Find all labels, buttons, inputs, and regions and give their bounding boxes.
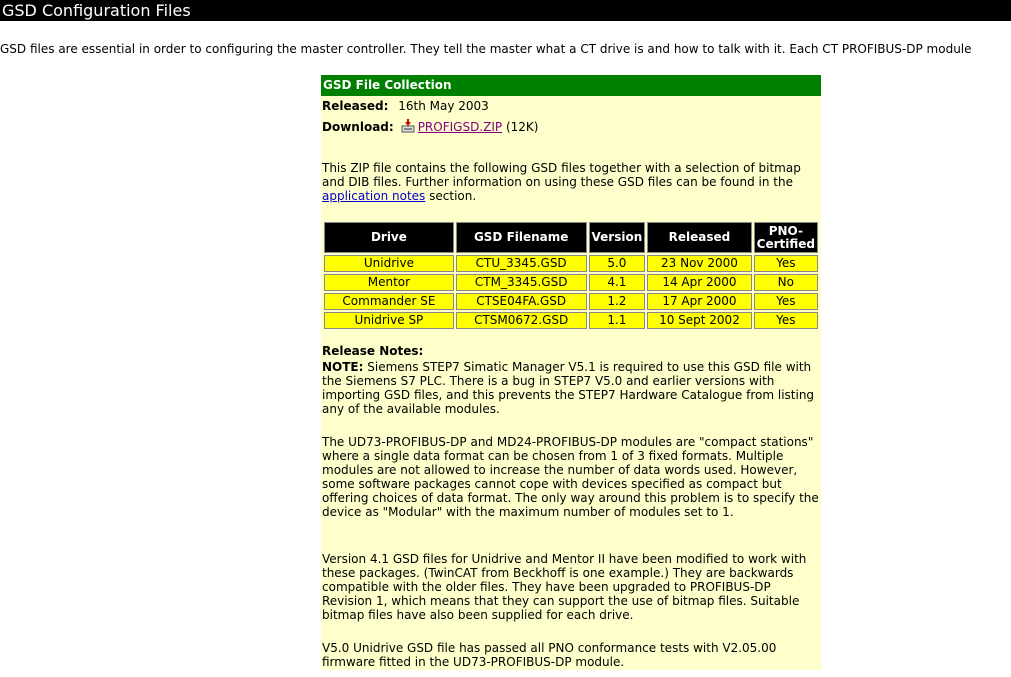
cell-gsd-filename: CTM_3345.GSD	[456, 274, 587, 291]
table-row	[324, 274, 818, 291]
cell-version: 4.1	[589, 274, 646, 291]
cell-gsd-filename: CTU_3345.GSD	[456, 255, 587, 272]
intro-text: GSD files are essential in order to configuring the master controller. They tell the master what a CT drive is and how to talk with it. Each CT PROFIBUS-DP module	[0, 42, 972, 56]
download-row	[322, 119, 538, 134]
release-note-2: The UD73-PROFIBUS-DP and MD24-PROFIBUS-DP modules are "compact stations" where a single data format can be chosen from 1 of 3 fixed formats. Multiple modules are not allowed to increase the number of data words used. However, some software packages cannot cope with devices specified as compact but offering choices of data format. The only way around this problem is to specify the device as "Modular" with the maximum number of modules set to 1.	[322, 435, 819, 519]
table-row	[324, 312, 818, 329]
release-notes-heading: Release Notes:	[322, 344, 424, 358]
released-label: Released:	[322, 99, 389, 113]
cell-pno-certified: Yes	[754, 255, 818, 272]
table-header-row	[324, 222, 818, 253]
application-notes-link[interactable]: application notes	[322, 189, 426, 203]
release-note-4: V5.0 Unidrive GSD file has passed all PNO conformance tests with V2.05.00 firmware fitted in the UD73-PROFIBUS-DP module.	[322, 641, 777, 669]
released-row	[322, 99, 489, 113]
cell-drive: Mentor	[324, 274, 454, 291]
cell-released: 14 Apr 2000	[647, 274, 751, 291]
cell-released: 23 Nov 2000	[647, 255, 751, 272]
cell-pno-certified: No	[754, 274, 818, 291]
download-size: (12K)	[505, 120, 539, 134]
col-header-released: Released	[647, 222, 751, 253]
cell-version: 1.1	[589, 312, 646, 329]
panel-title: GSD File Collection	[321, 75, 821, 96]
col-header-gsd-filename: GSD Filename	[456, 222, 587, 253]
cell-drive: Commander SE	[324, 293, 454, 310]
release-note-1	[322, 360, 820, 416]
cell-released: 17 Apr 2000	[647, 293, 751, 310]
release-note-3: Version 4.1 GSD files for Unidrive and Mentor II have been modified to work with these packages. (TwinCAT from Beckhoff is one example.) They are backwards compatible with the older files. They have been upgraded to PROFIBUS-DP Revision 1, which means that they can support the use of bitmap files. Suitable bitmap files have also been supplied for each drive.	[322, 552, 807, 622]
cell-gsd-filename: CTSM0672.GSD	[456, 312, 587, 329]
cell-version: 5.0	[589, 255, 646, 272]
note-label: NOTE:	[322, 360, 364, 374]
download-link[interactable]: PROFIGSD.ZIP	[417, 120, 503, 134]
download-label: Download:	[322, 120, 394, 134]
gsd-files-table	[322, 220, 820, 331]
zip-description-text: This ZIP file contains the following GSD files together with a selection of bitmap and DIB files. Further information on using these GSD files can be found in the	[322, 161, 801, 189]
col-header-version: Version	[589, 222, 646, 253]
zip-description	[322, 161, 820, 203]
table-row	[324, 293, 818, 310]
released-value: 16th May 2003	[398, 99, 489, 113]
note-text: Siemens STEP7 Simatic Manager V5.1 is required to use this GSD file with the Siemens S7 PLC. There is a bug in STEP7 V5.0 and earlier versions with importing GSD files, and this prevents the STEP7 Hardware Catalogue from listing any of the available modules.	[322, 360, 815, 416]
page-title: GSD Configuration Files	[0, 0, 1011, 21]
col-header-drive: Drive	[324, 222, 454, 253]
cell-pno-certified: Yes	[754, 293, 818, 310]
release-notes-heading-block	[322, 344, 820, 358]
col-header-pno-certified: PNO-Certified	[754, 222, 818, 253]
cell-drive: Unidrive SP	[324, 312, 454, 329]
download-disk-icon[interactable]	[400, 119, 416, 133]
table-row	[324, 255, 818, 272]
cell-drive: Unidrive	[324, 255, 454, 272]
cell-released: 10 Sept 2002	[647, 312, 751, 329]
zip-description-suffix: section.	[429, 189, 477, 203]
cell-pno-certified: Yes	[754, 312, 818, 329]
cell-gsd-filename: CTSE04FA.GSD	[456, 293, 587, 310]
cell-version: 1.2	[589, 293, 646, 310]
gsd-file-collection-panel	[321, 75, 821, 670]
